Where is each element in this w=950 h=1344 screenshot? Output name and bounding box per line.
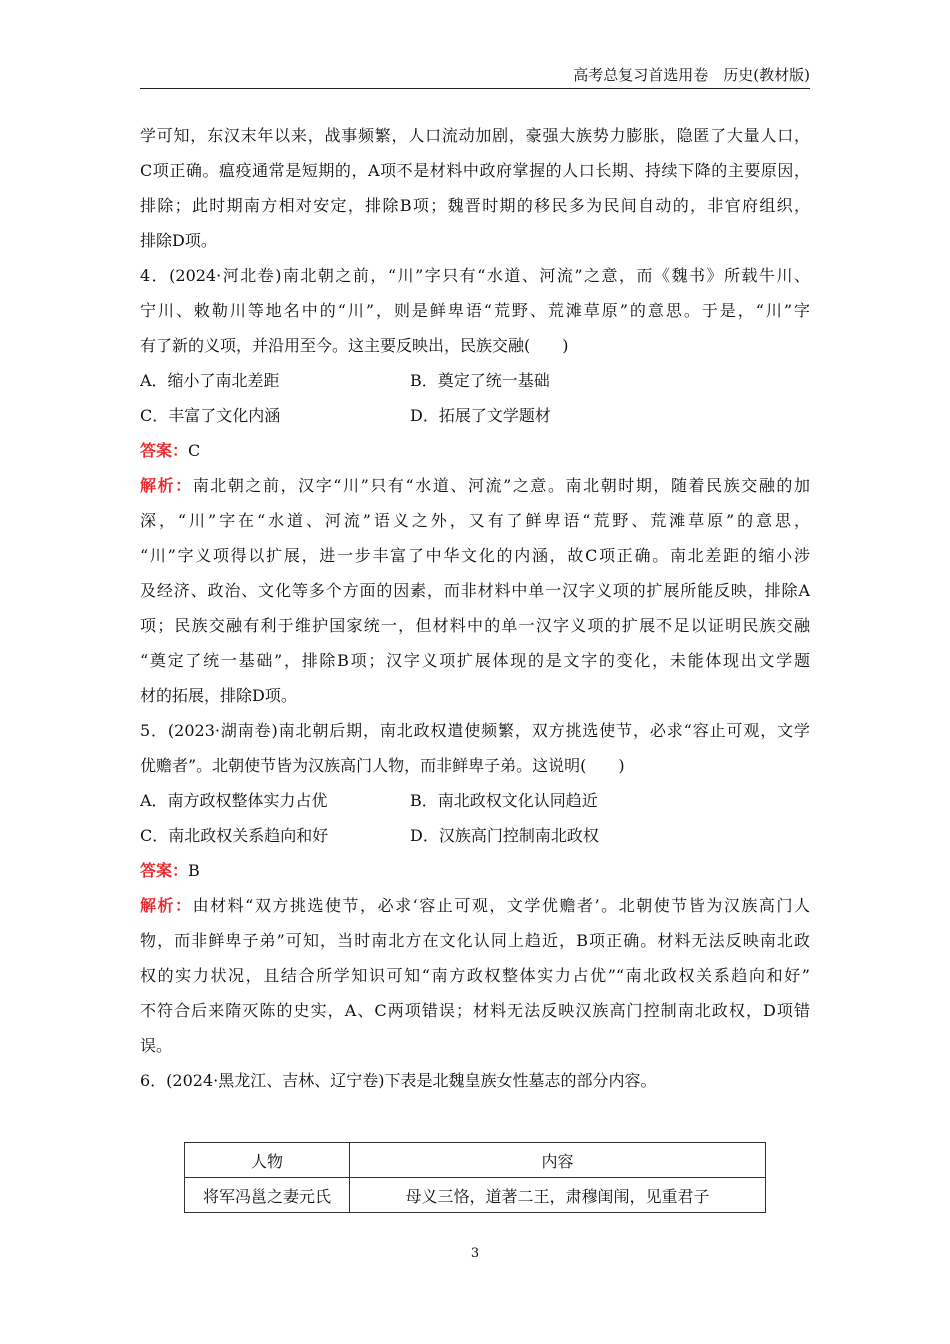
option-a: A．缩小了南北差距 (140, 371, 280, 390)
table-row (185, 1178, 766, 1213)
option-a: A．南方政权整体实力占优 (140, 791, 328, 810)
explanation-4-line: 材的拓展，排除D项。 (140, 686, 297, 705)
question-5-stem: 5．(2023·湖南卷)南北朝后期，南北政权遣使频繁，双方挑选使节，必求“容止可观，文学 (140, 721, 810, 740)
option-c: C．南北政权关系趋向和好 (140, 826, 329, 845)
table-header-row (185, 1143, 766, 1178)
answer-4 (140, 433, 810, 468)
explanation-4-line: “川”字义项得以扩展，进一步丰富了中华文化的内涵，故C项正确。南北差距的缩小涉 (140, 546, 810, 565)
page-content (140, 118, 810, 1098)
epitaph-table (184, 1142, 766, 1213)
explanation-4-line: 及经济、政治、文化等多个方面的因素，而非材料中单一汉字义项的扩展所能反映，排除A (140, 581, 810, 600)
question-4-stem: 4．(2024·河北卷)南北朝之前，“川”字只有“水道、河流”之意，而《魏书》所载牛川、 (140, 266, 810, 285)
table-cell-content: 母义三恪，道著二王，肃穆闺闱，见重君子 (350, 1178, 766, 1213)
question-4-options-row (140, 363, 810, 398)
answer-label: 答案： (140, 441, 189, 460)
explanation-text: 南北朝之前，汉字“川”只有“水道、河流”之意。南北朝时期，随着民族交融的加 (192, 476, 810, 495)
text-line: 排除；此时期南方相对安定，排除B项；魏晋时期的移民多为民间自动的，非官府组织， (140, 196, 810, 215)
question-5-options-row (140, 818, 810, 853)
option-d: D．拓展了文学题材 (410, 406, 551, 425)
text-line: 学可知，东汉末年以来，战事频繁，人口流动加剧，豪强大族势力膨胀，隐匿了大量人口， (140, 126, 810, 145)
option-b: B．南北政权文化认同趋近 (410, 791, 598, 810)
explanation-4-line: 项；民族交融有利于维护国家统一，但材料中的单一汉字义项的扩展不足以证明民族交融 (140, 616, 810, 635)
table-header-content: 内容 (350, 1143, 766, 1178)
question-5-stem: 优赡者”。北朝使节皆为汉族高门人物，而非鲜卑子弟。这说明( ) (140, 756, 625, 775)
page-number: 3 (470, 1246, 480, 1261)
question-4-options-row (140, 398, 810, 433)
option-c: C．丰富了文化内涵 (140, 406, 281, 425)
text-line: C项正确。瘟疫通常是短期的，A项不是材料中政府掌握的人口长期、持续下降的主要原因， (140, 161, 810, 180)
option-b: B．奠定了统一基础 (410, 371, 550, 390)
explanation-text: 由材料“双方挑选使节，必求‘容止可观，文学优赡者’。北朝使节皆为汉族高门人 (192, 896, 810, 915)
explanation-5-line: 误。 (140, 1036, 173, 1055)
explanation-4 (140, 468, 810, 503)
question-5-options-row (140, 783, 810, 818)
option-d: D．汉族高门控制南北政权 (410, 826, 599, 845)
explanation-label: 解析： (140, 476, 193, 495)
explanation-5-line: 权的实力状况，且结合所学知识可知“南方政权整体实力占优”“南北政权关系趋向和好” (140, 966, 810, 985)
text-line: 排除D项。 (140, 231, 217, 250)
header-title: 高考总复习首选用卷 历史(教材版) (573, 66, 810, 84)
explanation-5-line: 不符合后来隋灭陈的史实，A、C两项错误；材料无法反映汉族高门控制南北政权，D项错 (140, 1001, 810, 1020)
explanation-5-line: 物，而非鲜卑子弟”可知，当时南北方在文化认同上趋近，B项正确。材料无法反映南北政 (140, 931, 810, 950)
question-4-stem: 宁川、敕勒川等地名中的“川”，则是鲜卑语“荒野、荒滩草原”的意思。于是，“川”字 (140, 301, 810, 320)
question-6-stem: 6．(2024·黑龙江、吉林、辽宁卷)下表是北魏皇族女性墓志的部分内容。 (140, 1071, 657, 1090)
explanation-label: 解析： (140, 896, 193, 915)
answer-label: 答案： (140, 861, 189, 880)
explanation-4-line: “奠定了统一基础”，排除B项；汉字义项扩展体现的是文字的变化，未能体现出文学题 (140, 651, 810, 670)
question-4-stem: 有了新的义项，并沿用至今。这主要反映出，民族交融( ) (140, 336, 569, 355)
explanation-4-line: 深，“川”字在“水道、河流”语义之外，又有了鲜卑语“荒野、荒滩草原”的意思， (140, 511, 810, 530)
table-header-person: 人物 (185, 1143, 350, 1178)
answer-5 (140, 853, 810, 888)
explanation-5 (140, 888, 810, 923)
answer-value: C (188, 441, 201, 460)
table-cell-person: 将军冯邕之妻元氏 (185, 1178, 350, 1213)
answer-value: B (188, 861, 200, 880)
page-header (140, 64, 810, 89)
